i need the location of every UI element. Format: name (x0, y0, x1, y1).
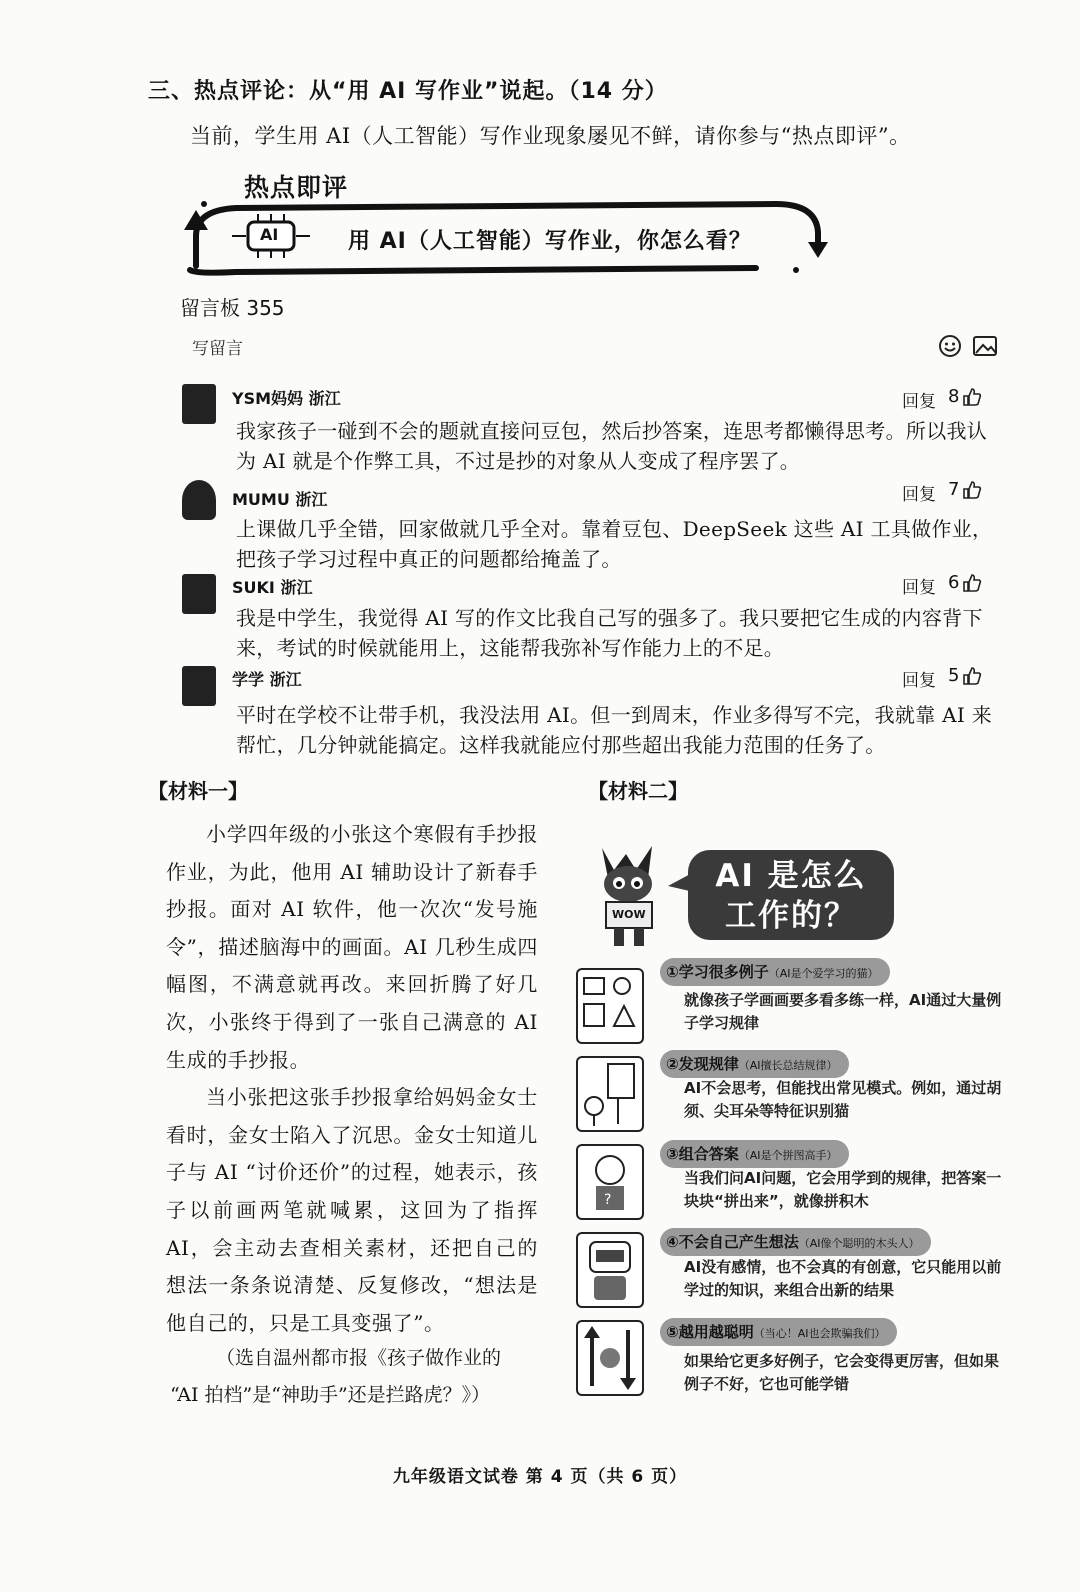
step-description: 就像孩子学画画要多看多练一样，AI通过大量例子学习规律 (684, 991, 1002, 1032)
thumbs-up-icon (962, 666, 982, 686)
like-count: 8 (948, 386, 960, 407)
step-tag-note: （AI像个聪明的木头人） (798, 1237, 920, 1250)
avatar (182, 384, 216, 424)
mascot-sign: WOW (612, 908, 646, 921)
comment-user: MUMU 浙江 (232, 490, 328, 509)
ai-chip-icon (232, 214, 310, 258)
svg-text:?: ? (604, 1192, 612, 1208)
comment-user: SUKI 浙江 (232, 578, 313, 597)
write-comment-input[interactable]: 写留言 (192, 339, 243, 359)
section-heading: 三、热点评论：从“用 AI 写作业”说起。（14 分） (148, 79, 668, 104)
image-icon[interactable] (972, 334, 998, 358)
step-tag-label: ②发现规律 (666, 1055, 739, 1073)
avatar (182, 574, 216, 614)
cat-mascot-illustration (592, 844, 668, 948)
step-tag (660, 958, 890, 986)
reply-button[interactable]: 回复 (902, 578, 936, 598)
step-tag (660, 1228, 931, 1256)
comment-text: 我是中学生，我觉得 AI 写的作文比我自己写的强多了。我只要把它生成的内容背下来，考试的时候就能用上，这能帮我弥补写作能力上的不足。 (236, 606, 983, 660)
step-tag-label: ④不会自己产生想法 (666, 1233, 799, 1251)
emoji-icon[interactable] (938, 334, 962, 358)
material-one-paragraph: 当小张把这张手抄报拿给妈妈金女士看时，金女士陷入了沉思。金女士知道儿子与 AI “讨价还价”的过程，她表示，孩子以前画两笔就喊累，这回为了指挥 AI，会主动去查相关素材，还把自己的想法一条条说清楚、反复修改，“想法是他自己的，只是工具变强了”。 (166, 1085, 538, 1335)
step-tag-note: （AI是个拼图高手） (738, 1149, 838, 1162)
puzzle-icon (576, 1144, 644, 1220)
pattern-icon (576, 1056, 644, 1132)
step-tag-label: ③组合答案 (666, 1145, 739, 1163)
comment-text: 上课做几乎全错，回家做就几乎全对。靠着豆包、DeepSeek 这些 AI 工具做作业，把孩子学习过程中真正的问题都给掩盖了。 (236, 517, 993, 571)
step-tag-label: ⑤越用越聪明 (666, 1323, 754, 1341)
material-one-title: 【材料一】 (148, 779, 248, 803)
banner-title: 热点即评 (244, 173, 349, 202)
message-board-title: 留言板 355 (180, 296, 285, 320)
bubble-line: 工作的？ (725, 898, 857, 934)
step-tag-note: （AI擅长总结规律） (738, 1059, 838, 1072)
comment-toolbar (938, 334, 998, 358)
step-tag (660, 1318, 897, 1346)
thumbs-up-icon (962, 573, 982, 593)
like-count: 7 (948, 479, 960, 500)
like-count: 6 (948, 572, 960, 593)
banner-question: 用 AI（人工智能）写作业，你怎么看？ (348, 229, 752, 254)
thumbs-up-icon (962, 387, 982, 407)
like-button[interactable] (948, 479, 982, 500)
avatar (182, 480, 216, 520)
step-tag (660, 1140, 849, 1168)
material-two-title: 【材料二】 (588, 779, 688, 803)
step-description: 当我们问AI问题，它会用学到的规律，把答案一块块“拼出来”，就像拼积木 (684, 1169, 1002, 1210)
reply-button[interactable]: 回复 (902, 392, 936, 412)
thumbs-up-icon (962, 480, 982, 500)
reply-button[interactable]: 回复 (902, 485, 936, 505)
ai-chip-label: AI (260, 225, 279, 244)
step-tag-label: ①学习很多例子 (666, 963, 769, 981)
step-tag-note: （当心！AI也会欺骗我们） (753, 1327, 886, 1340)
robot-icon (576, 1232, 644, 1308)
avatar (182, 666, 216, 706)
reply-button[interactable]: 回复 (902, 671, 936, 691)
page-footer: 九年级语文试卷 第 4 页（共 6 页） (392, 1467, 688, 1487)
step-tag (660, 1050, 849, 1078)
section-intro: 当前，学生用 AI（人工智能）写作业现象屡见不鲜，请你参与“热点即评”。 (190, 124, 911, 148)
like-button[interactable] (948, 386, 982, 407)
bubble-line: AI 是怎么 (715, 858, 867, 894)
comment-user: 学学 浙江 (232, 670, 302, 689)
material-one-source (170, 1340, 550, 1414)
step-tag-note: （AI是个爱学习的猫） (768, 967, 879, 980)
step-description: AI没有感情，也不会真的有创意，它只能用以前学过的知识，来组合出新的结果 (684, 1258, 1002, 1299)
comment-user: YSM妈妈 浙江 (232, 389, 341, 408)
like-button[interactable] (948, 572, 982, 593)
growth-icon (576, 1320, 644, 1396)
source-line: “AI 拍档”是“神助手”还是拦路虎？》） (170, 1384, 491, 1406)
examples-icon (576, 968, 644, 1044)
source-line: （选自温州都市报《孩子做作业的 (216, 1347, 502, 1369)
like-button[interactable] (948, 665, 982, 686)
comment-text: 我家孩子一碰到不会的题就直接问豆包，然后抄答案，连思考都懒得思考。所以我认为 AI 就是个作弊工具，不过是抄的对象从人变成了程序罢了。 (236, 419, 988, 473)
step-description: AI不会思考，但能找出常见模式。例如，通过胡须、尖耳朵等特征识别猫 (684, 1079, 1002, 1120)
step-description: 如果给它更多好例子，它会变得更厉害，但如果例子不好，它也可能学错 (684, 1352, 1000, 1393)
comment-text: 平时在学校不让带手机，我没法用 AI。但一到周末，作业多得写不完，我就靠 AI 来帮忙，几分钟就能搞定。这样我就能应付那些超出我能力范围的任务了。 (236, 703, 993, 757)
how-ai-works-bubble (688, 850, 894, 940)
material-one-paragraph: 小学四年级的小张这个寒假有手抄报作业，为此，他用 AI 辅助设计了新春手抄报。面对 AI 软件，他一次次“发号施令”，描述脑海中的画面。AI 几秒生成四幅图，不满意就再改。来回折腾了好几次，小张终于得到了一张自己满意的 AI 生成的手抄报。 (166, 822, 538, 1072)
like-count: 5 (948, 665, 960, 686)
material-one-body (166, 816, 538, 1342)
